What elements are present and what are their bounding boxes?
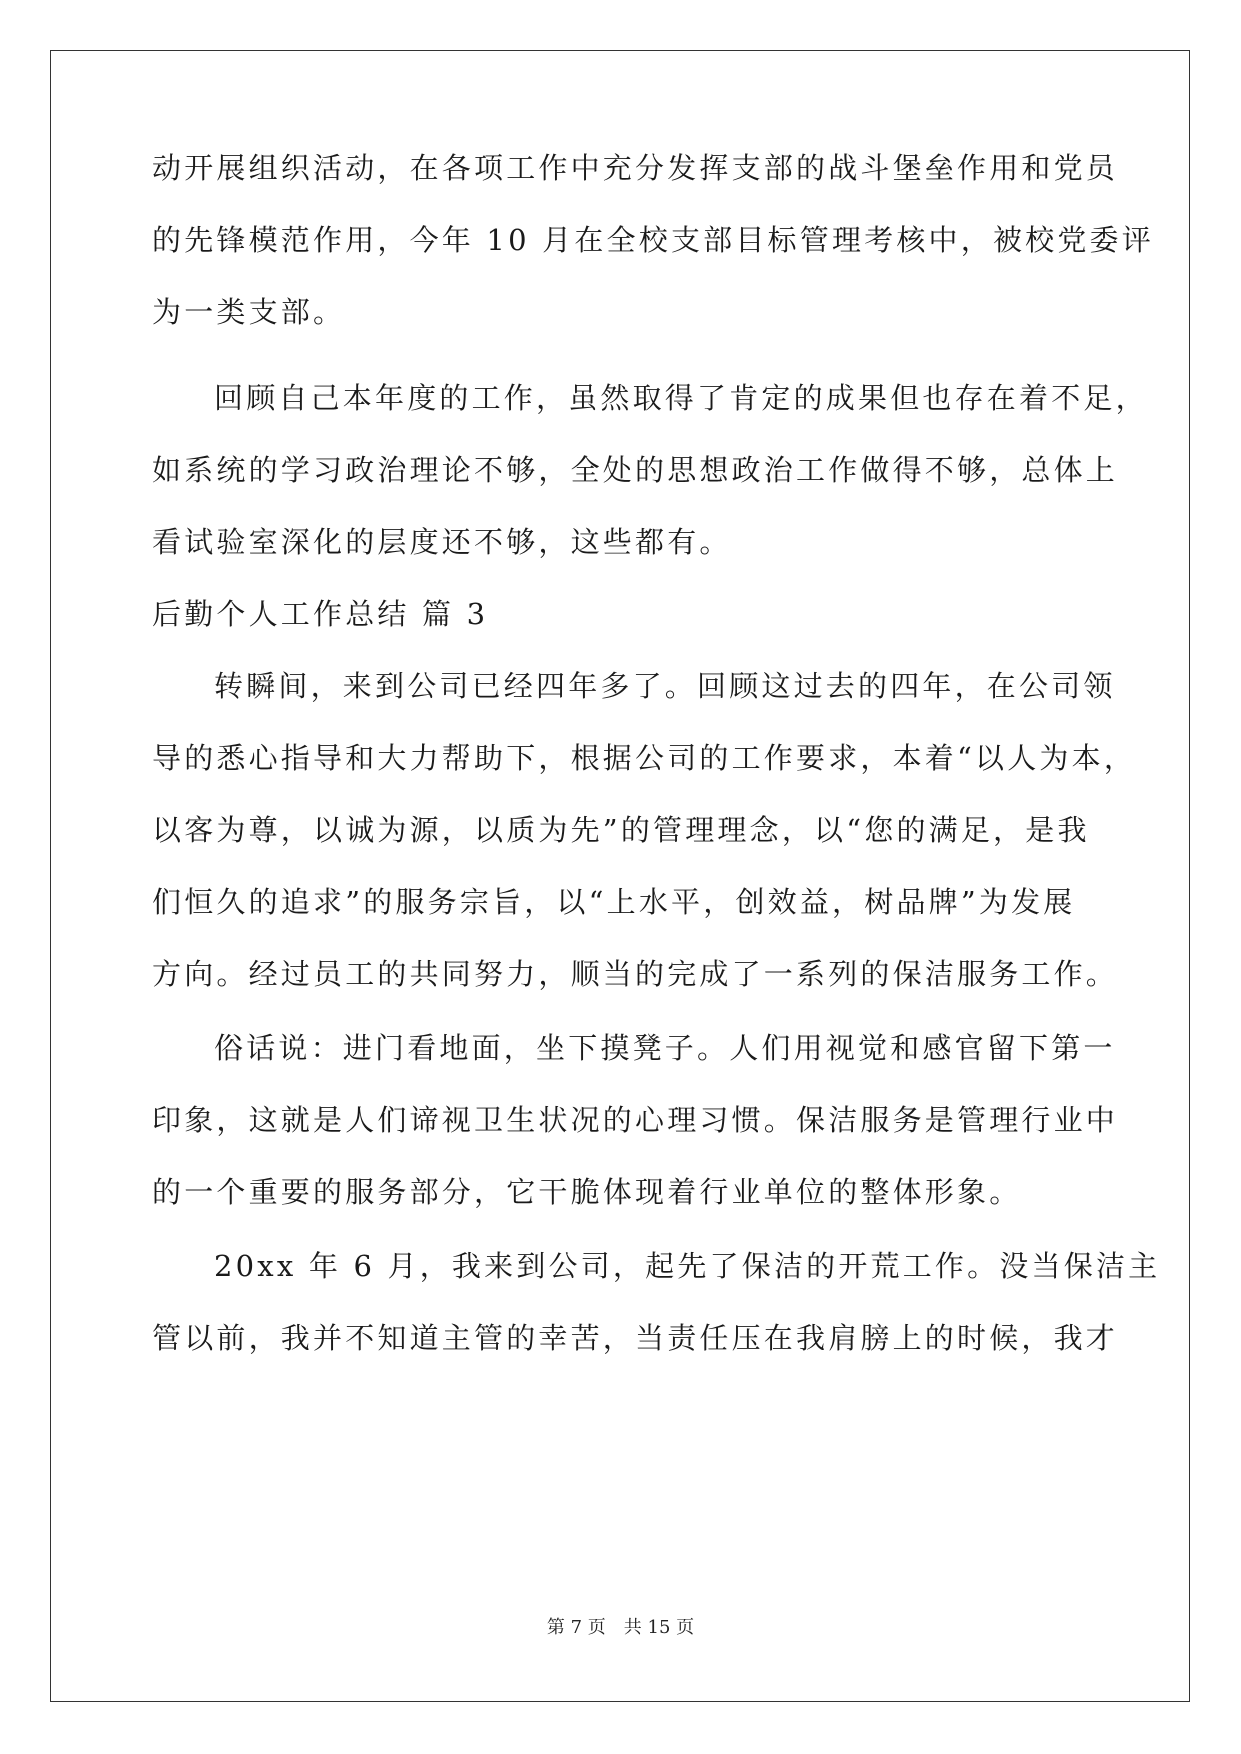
text-line: 如系统的学习政治理论不够，全处的思想政治工作做得不够，总体上 [152, 453, 1119, 487]
paragraph-start-line: 转瞬间，来到公司已经四年多了。回顾这过去的四年，在公司领 [214, 669, 1116, 703]
page-number: 第 7 页 [546, 1617, 606, 1638]
paragraph-start-line: 俗话说：进门看地面，坐下摸凳子。人们用视觉和感官留下第一 [214, 1031, 1116, 1065]
text-line: 方向。经过员工的共同努力，顺当的完成了一系列的保洁服务工作。 [152, 957, 1119, 991]
paragraph-start-line: 20xx 年 6 月，我来到公司，起先了保洁的开荒工作。没当保洁主 [214, 1249, 1161, 1283]
page-total: 共 15 页 [623, 1617, 695, 1638]
page-footer [0, 1613, 1241, 1639]
text-line: 们恒久的追求”的服务宗旨，以“上水平，创效益，树品牌”为发展 [152, 885, 1076, 919]
text-line: 导的悉心指导和大力帮助下，根据公司的工作要求，本着“以人为本， [152, 741, 1137, 775]
paragraph-start-line: 回顾自己本年度的工作，虽然取得了肯定的成果但也存在着不足， [214, 381, 1148, 415]
text-line: 动开展组织活动，在各项工作中充分发挥支部的战斗堡垒作用和党员 [152, 151, 1119, 185]
text-line: 的一个重要的服务部分，它干脆体现着行业单位的整体形象。 [152, 1175, 1022, 1209]
text-line: 以客为尊，以诚为源，以质为先”的管理理念，以“您的满足，是我 [152, 813, 1090, 847]
text-line: 的先锋模范作用，今年 10 月在全校支部目标管理考核中，被校党委评 [152, 223, 1154, 257]
text-line: 管以前，我并不知道主管的幸苦，当责任压在我肩膀上的时候，我才 [152, 1321, 1119, 1355]
text-line: 看试验室深化的层度还不够，这些都有。 [152, 525, 732, 559]
text-line: 印象，这就是人们谛视卫生状况的心理习惯。保洁服务是管理行业中 [152, 1103, 1119, 1137]
text-line: 为一类支部。 [152, 295, 346, 329]
section-heading: 后勤个人工作总结 篇 3 [152, 597, 489, 631]
